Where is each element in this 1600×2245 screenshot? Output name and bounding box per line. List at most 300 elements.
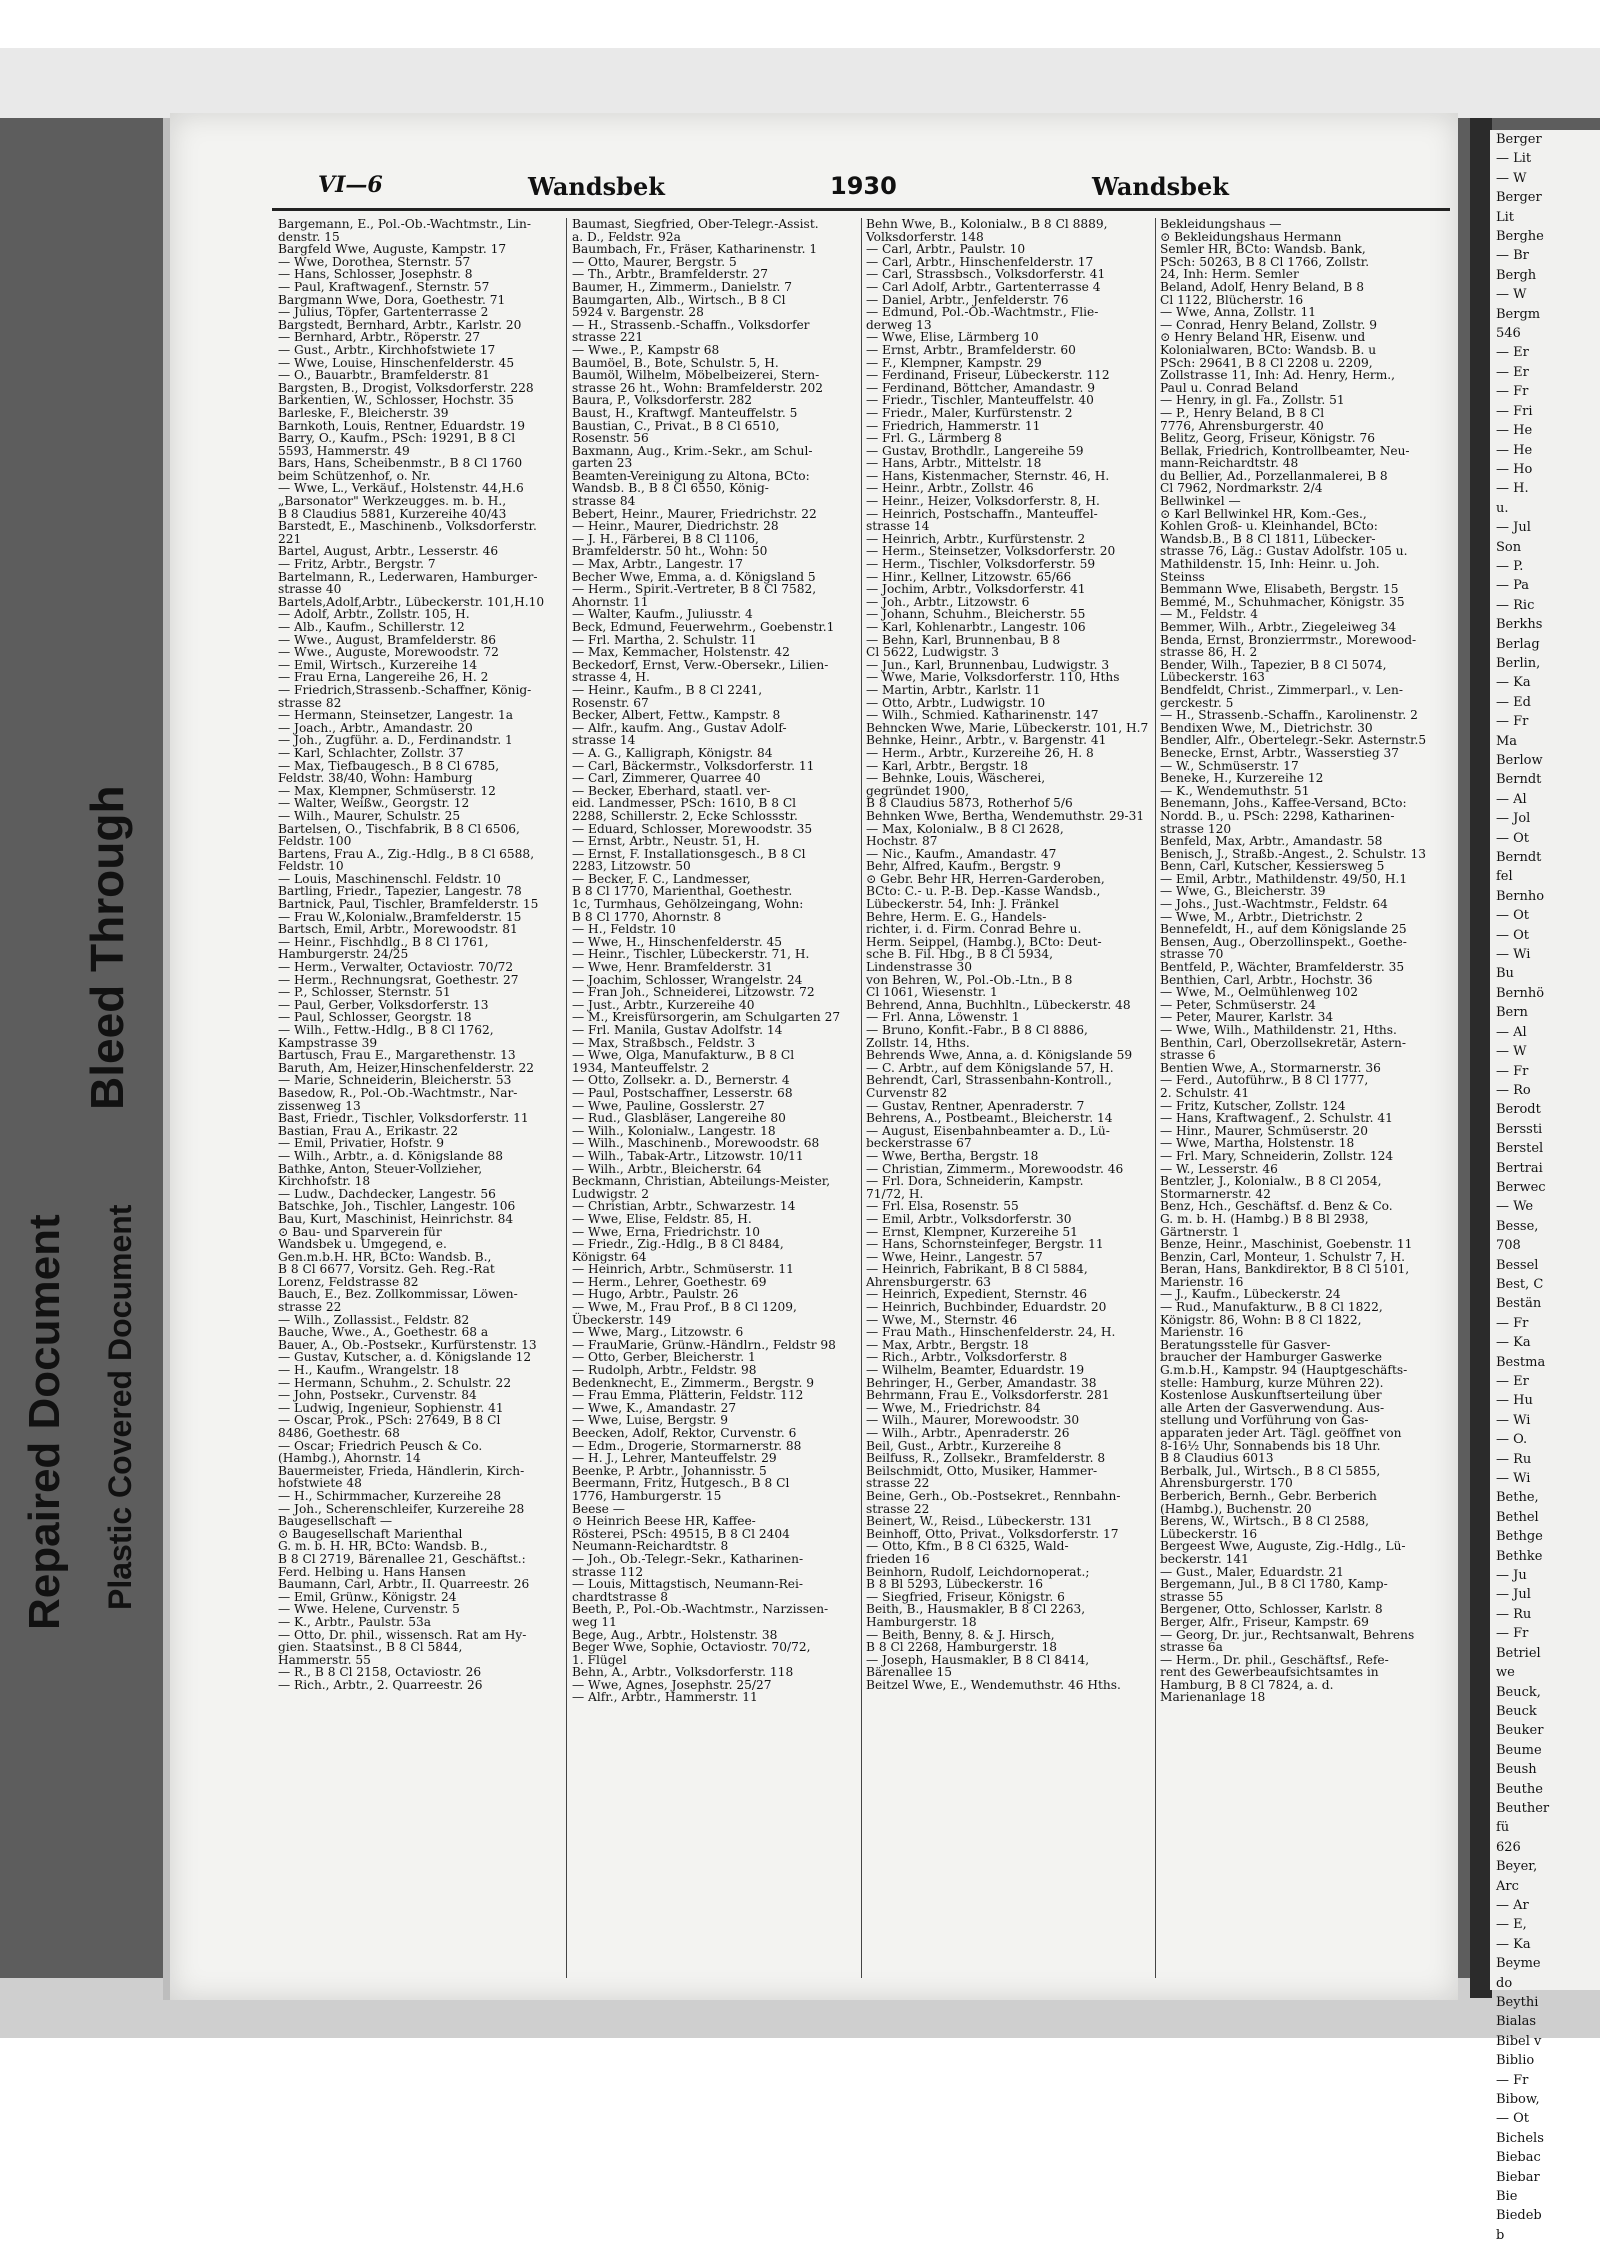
- directory-entry-line: alle Arten der Gasverwendung. Aus-: [1160, 1400, 1385, 1415]
- directory-entry-line: strasse 22: [866, 1476, 930, 1491]
- directory-entry-line: beim Schützenhof, o. Nr.: [278, 468, 431, 483]
- bleed-fragment: u.: [1496, 500, 1509, 516]
- directory-entry-line: Behrendt, Carl, Strassenbahn-Kontroll.,: [866, 1073, 1112, 1088]
- directory-entry-line: Bendixen Wwe, M., Dietrichstr. 30: [1160, 720, 1373, 735]
- directory-entry-line: — Herm., Rechnungsrat, Goethestr. 27: [278, 972, 519, 987]
- bleed-fragment: Beuthe: [1496, 1781, 1543, 1797]
- directory-entry-line: strasse 6: [1160, 1048, 1216, 1063]
- directory-entry-line: — Paul, Kraftwagenf., Sternstr. 57: [278, 279, 490, 294]
- directory-entry-line: Königstr. 64: [572, 1249, 647, 1264]
- directory-entry-line: Behrend, Anna, Buchhltn., Lübeckerstr. 48: [866, 997, 1131, 1012]
- bleed-fragment: Son: [1496, 539, 1522, 555]
- bleed-fragment: — Ju: [1496, 1568, 1527, 1584]
- directory-entry-line: Beamten-Vereinigung zu Altona, BCto:: [572, 468, 810, 483]
- directory-entry-line: — Frl. Martha, 2. Schulstr. 11: [572, 632, 757, 647]
- directory-entry-line: — Emil, Privatier, Hofstr. 9: [278, 1136, 444, 1151]
- bleed-fragment: — H.: [1496, 481, 1529, 497]
- directory-entry-line: — Max, Tiefbaugesch., B 8 Cl 6785,: [278, 758, 500, 773]
- directory-entry-line: Lindenstrasse 30: [866, 960, 973, 975]
- directory-entry-line: — W., Schmüserstr. 17: [1160, 758, 1299, 773]
- directory-entry-line: Hochstr. 87: [866, 834, 938, 849]
- directory-entry-line: B 8 Claudius 6013: [1160, 1451, 1274, 1466]
- directory-entry-line: Stormarnerstr. 42: [1160, 1186, 1271, 1201]
- directory-entry-line: Beinhoff, Otto, Privat., Volksdorferstr. 17: [866, 1526, 1119, 1541]
- page-header: [150, 172, 1460, 206]
- directory-entry-line: — Gust., Maler, Eduardstr. 21: [1160, 1564, 1344, 1579]
- directory-entry-line: — H. J., Lehrer, Manteuffelstr. 29: [572, 1451, 777, 1466]
- directory-entry-line: Barstedt, E., Maschinenb., Volksdorferstr.: [278, 519, 537, 534]
- directory-entry-line: — Wilh., Maschinenb., Morewoodstr. 68: [572, 1136, 820, 1151]
- directory-entry-line: — Nic., Kaufm., Amandastr. 47: [866, 846, 1057, 861]
- directory-entry-line: — Just., Arbtr., Kurzereihe 40: [572, 997, 755, 1012]
- directory-entry-line: Zollstrasse 11, Inh: Ad. Henry, Herm.,: [1160, 368, 1396, 383]
- bleed-fragment: — Er: [1496, 345, 1529, 361]
- directory-entry-line: Beland, Adolf, Henry Beland, B 8: [1160, 279, 1364, 294]
- directory-entry-line: 7776, Ahrensburgerstr. 40: [1160, 418, 1324, 433]
- directory-entry-line: — Max, Straßbsch., Feldstr. 3: [572, 1035, 756, 1050]
- directory-entry-line: — Wwe, Erna, Friedrichstr. 10: [572, 1224, 761, 1239]
- directory-entry-line: Königstr. 86, Wohn: B 8 Cl 1822,: [1160, 1312, 1362, 1327]
- bleed-fragment: Beume: [1496, 1742, 1542, 1758]
- directory-entry-line: strasse 26 ht., Wohn: Bramfelderstr. 202: [572, 380, 824, 395]
- bleed-fragment: Arc: [1496, 1878, 1519, 1894]
- directory-entry-line: (Hambg.), Ahornstr. 14: [278, 1451, 421, 1466]
- directory-entry-line: — Frl. Elsa, Rosenstr. 55: [866, 1199, 1019, 1214]
- bleed-fragment: — Pa: [1496, 578, 1530, 594]
- directory-column-3: [866, 218, 1156, 1691]
- directory-entry-line: Herm. Seippel, (Hambg.), BCto: Deut-: [866, 934, 1102, 949]
- directory-entry-line: Beecken, Adolf, Rektor, Curvenstr. 6: [572, 1426, 797, 1440]
- directory-entry-line: weg 11: [572, 1614, 617, 1629]
- directory-entry-line: — Heinr., Heizer, Volksdorferstr. 8, H.: [866, 494, 1100, 509]
- bleed-fragment: Berstel: [1496, 1141, 1544, 1157]
- directory-entry-line: — R., B 8 Cl 2158, Octaviostr. 26: [278, 1665, 482, 1680]
- bleed-fragment: — Ed: [1496, 694, 1531, 710]
- directory-entry-line: a. D., Feldstr. 92a: [572, 229, 681, 244]
- directory-entry-line: — Frl. G., Lärmberg 8: [866, 431, 1002, 446]
- directory-entry-line: — Wwe, Martha, Holstenstr. 18: [1160, 1136, 1355, 1151]
- directory-entry-line: Bargsten, B., Drogist, Volksdorferstr. 228: [278, 380, 534, 395]
- bleed-fragment: Bethe,: [1496, 1490, 1539, 1506]
- directory-entry-line: Behre, Herm. E. G., Handels-: [866, 909, 1047, 924]
- directory-entry-line: Bekleidungshaus —: [1160, 217, 1282, 231]
- bleed-fragment: Betriel: [1496, 1645, 1541, 1661]
- directory-entry-line: Behnke, Heinr., Arbtr., v. Bargenstr. 41: [866, 733, 1107, 748]
- directory-entry-line: du Bellier, Ad., Porzellanmalerei, B 8: [1160, 468, 1388, 483]
- directory-entry-line: — Rudolph, Arbtr., Feldstr. 98: [572, 1363, 757, 1378]
- directory-entry-line: — Wwe, Anna, Zollstr. 11: [1160, 305, 1316, 320]
- directory-entry-line: stellung und Vorführung von Gas-: [1160, 1413, 1369, 1428]
- bleed-fragment: — Ka: [1496, 1936, 1531, 1952]
- directory-entry-line: — Joach., Arbtr., Amandastr. 20: [278, 720, 473, 735]
- directory-entry-line: strasse 4, H.: [572, 670, 650, 685]
- directory-entry-line: mann-Reichardtstr. 48: [1160, 456, 1299, 471]
- repaired-document-label: Repaired Document: [20, 1214, 69, 1630]
- bleed-fragment: — Fr: [1496, 1315, 1529, 1331]
- directory-entry-line: frieden 16: [866, 1551, 930, 1566]
- directory-entry-line: — Friedr., Maler, Kurfürstenstr. 2: [866, 405, 1073, 420]
- directory-entry-line: Beil, Gust., Arbtr., Kurzereihe 8: [866, 1438, 1062, 1453]
- bleed-fragment: Beuker: [1496, 1723, 1544, 1739]
- directory-entry-line: Hamburgerstr. 18: [866, 1614, 977, 1629]
- bleed-fragment: — E,: [1496, 1917, 1527, 1933]
- directory-entry-line: — Peter, Maurer, Karlstr. 34: [1160, 1010, 1334, 1025]
- bleed-fragment: Best, C: [1496, 1276, 1544, 1292]
- bleed-fragment: Bibel v: [1496, 2033, 1542, 2049]
- directory-entry-line: — Joh., Arbtr., Litzowstr. 6: [866, 594, 1030, 609]
- directory-entry-line: — Ernst, F. Installationsgesch., B 8 Cl: [572, 846, 806, 861]
- directory-entry-line: gegründet 1900,: [866, 783, 970, 798]
- directory-entry-line: 24, Inh: Herm. Semler: [1160, 267, 1299, 282]
- directory-entry-line: — H., Schirmmacher, Kurzereihe 28: [278, 1488, 502, 1503]
- directory-entry-line: — Marie, Schneiderin, Bleicherstr. 53: [278, 1073, 512, 1088]
- directory-entry-line: — Louis, Mittagstisch, Neumann-Rei-: [572, 1577, 803, 1592]
- directory-entry-line: — Wwe, Agnes, Josephstr. 25/27: [572, 1677, 772, 1692]
- directory-entry-line: beckerstrasse 67: [866, 1136, 972, 1151]
- directory-entry-line: 5593, Hammerstr. 49: [278, 443, 410, 458]
- directory-entry-line: Bartel, August, Arbtr., Lesserstr. 46: [278, 544, 499, 559]
- directory-entry-line: — Ludw., Dachdecker, Langestr. 56: [278, 1186, 496, 1201]
- directory-entry-line: — Carl, Arbtr., Hinschenfelderstr. 17: [866, 254, 1094, 269]
- directory-entry-line: Lübeckerstr. 54, Inh: J. Fränkel: [866, 897, 1059, 912]
- directory-entry-line: — Wwe, Bertha, Bergstr. 18: [866, 1148, 1039, 1163]
- directory-entry-line: — Becker, Eberhard, staatl. ver-: [572, 783, 771, 798]
- directory-entry-line: — Herm., Lehrer, Goethestr. 69: [572, 1274, 767, 1289]
- directory-entry-line: sche B. Fil. Hbg., B 8 Cl 5934,: [866, 947, 1054, 962]
- directory-entry-line: ⊙ Bekleidungshaus Hermann: [1160, 229, 1342, 244]
- directory-entry-line: ⊙ Karl Bellwinkel HR, Kom.-Ges.,: [1160, 506, 1367, 521]
- directory-entry-line: Baura, P., Volksdorferstr. 282: [572, 393, 752, 408]
- directory-entry-line: — Rud., Glasbläser, Langereihe 80: [572, 1111, 786, 1126]
- directory-entry-line: — Christian, Zimmerm., Morewoodstr. 46: [866, 1161, 1124, 1176]
- directory-entry-line: „Barsonator" Werkzeugges. m. b. H.,: [278, 494, 507, 509]
- bleed-fragment: — Ot: [1496, 908, 1530, 924]
- directory-entry-line: Bendler, Alfr., Obertelegr.-Sekr. Asternstr.5: [1160, 733, 1427, 748]
- directory-entry-line: — Alfr., Arbtr., Hammerstr. 11: [572, 1690, 758, 1705]
- directory-entry-line: — Rich., Arbtr., Volksdorferstr. 8: [866, 1350, 1068, 1365]
- directory-entry-line: (Hambg.), Buchenstr. 20: [1160, 1501, 1312, 1516]
- directory-entry-line: Benfeld, Max, Arbtr., Amandastr. 58: [1160, 834, 1383, 849]
- directory-entry-line: B 8 Claudius 5881, Kurzereihe 40/43: [278, 506, 507, 521]
- directory-entry-line: — Henry, in gl. Fa., Zollstr. 51: [1160, 393, 1345, 408]
- directory-entry-line: Beinert, W., Reisd., Lübeckerstr. 131: [866, 1514, 1093, 1529]
- directory-entry-line: — Emil, Arbtr., Mathildenstr. 49/50, H.1: [1160, 871, 1408, 886]
- directory-entry-line: — Otto, Maurer, Bergstr. 5: [572, 254, 737, 269]
- directory-entry-line: Berger, Alfr., Friseur, Kampstr. 69: [1160, 1614, 1369, 1629]
- directory-entry-line: — Wwe, Elise, Lärmberg 10: [866, 330, 1039, 345]
- directory-entry-line: — Wwe, Elise, Feldstr. 85, H.: [572, 1211, 752, 1226]
- directory-entry-line: G. m. b. H. HR, BCto: Wandsb. B.,: [278, 1539, 488, 1554]
- bleed-fragment: — Ot: [1496, 927, 1530, 943]
- directory-entry-line: — Emil, Grünw., Königstr. 24: [278, 1589, 457, 1604]
- directory-entry-line: stelle: Hamburg, kurze Mühren 22).: [1160, 1375, 1384, 1390]
- directory-entry-line: Hammerstr. 55: [278, 1652, 371, 1667]
- directory-column-4: [1160, 218, 1450, 1704]
- directory-entry-line: Behrmann, Frau E., Volksdorferstr. 281: [866, 1388, 1110, 1403]
- bleed-fragment: fel: [1496, 869, 1513, 885]
- directory-entry-line: — Peter, Schmüserstr. 24: [1160, 997, 1316, 1012]
- bleed-fragment: — Ka: [1496, 675, 1531, 691]
- running-title-right: Wandsbek: [1092, 172, 1229, 201]
- bleed-fragment: Bialas: [1496, 2014, 1537, 2030]
- directory-entry-line: — Gustav, Rentner, Apenraderstr. 7: [866, 1098, 1085, 1113]
- directory-entry-line: Ahrensburgerstr. 63: [866, 1274, 992, 1289]
- directory-entry-line: — Ferd., Autoführw., B 8 Cl 1777,: [1160, 1073, 1369, 1088]
- directory-entry-line: garten 23: [572, 456, 633, 471]
- directory-entry-line: Ahrensburgerstr. 170: [1160, 1476, 1293, 1491]
- directory-entry-line: Feldstr. 10: [278, 859, 344, 874]
- directory-entry-line: — Ernst, Arbtr., Neustr. 51, H.: [572, 834, 760, 849]
- directory-entry-line: 1. Flügel: [572, 1652, 627, 1667]
- directory-entry-line: Baumöel, B., Bote, Schulstr. 5, H.: [572, 355, 779, 370]
- bleed-fragment: — Ru: [1496, 1606, 1532, 1622]
- directory-entry-line: — Hugo, Arbtr., Paulstr. 26: [572, 1287, 739, 1302]
- directory-entry-line: Beilschmidt, Otto, Musiker, Hammer-: [866, 1463, 1098, 1478]
- bleed-fragment: — Ro: [1496, 1082, 1531, 1098]
- directory-entry-line: Bartens, Frau A., Zig.-Hdlg., B 8 Cl 6588,: [278, 846, 535, 861]
- bleed-fragment: — Al: [1496, 1024, 1527, 1040]
- directory-entry-line: — Heinr., Fischhdlg., B 8 Cl 1761,: [278, 934, 489, 949]
- directory-entry-line: — Friedrich,Strassenb.-Schaffner, König-: [278, 682, 532, 697]
- directory-entry-line: — Frl. Anna, Löwenstr. 1: [866, 1010, 1020, 1025]
- directory-entry-line: Rösterei, PSch: 49515, B 8 Cl 2404: [572, 1526, 790, 1541]
- directory-entry-line: Bergemann, Jul., B 8 Cl 1780, Kamp-: [1160, 1577, 1388, 1592]
- directory-entry-line: — Fran Joh., Schneiderei, Litzowstr. 72: [572, 985, 815, 1000]
- directory-entry-line: Benn, Carl, Kutscher, Kessiersweg 5: [1160, 859, 1385, 874]
- bleed-fragment: — Jul: [1496, 520, 1531, 536]
- directory-entry-line: — Wilhelm, Beamter, Eduardstr. 19: [866, 1363, 1085, 1378]
- directory-entry-line: 2283, Litzowstr. 50: [572, 859, 691, 874]
- bleed-fragment: Ma: [1496, 733, 1518, 749]
- directory-entry-line: Beneke, H., Kurzereihe 12: [1160, 771, 1324, 786]
- directory-entry-line: Benze, Heinr., Maschinist, Goebenstr. 11: [1160, 1237, 1413, 1252]
- directory-entry-line: — Paul, Schlosser, Georgstr. 18: [278, 1010, 472, 1025]
- directory-entry-line: Lübeckerstr. 163: [1160, 670, 1265, 685]
- directory-entry-line: — Herm., Verwalter, Octaviostr. 70/72: [278, 960, 514, 975]
- directory-entry-line: — Wilh., Schmied. Katharinenstr. 147: [866, 708, 1099, 723]
- directory-entry-line: Bastian, Frau A., Erikastr. 22: [278, 1123, 458, 1138]
- directory-entry-line: — Wwe., P., Kampstr 68: [572, 342, 720, 357]
- directory-entry-line: B 8 Cl 2268, Hamburgerstr. 18: [866, 1640, 1057, 1655]
- directory-entry-line: Beran, Hans, Bankdirektor, B 8 Cl 5101,: [1160, 1262, 1410, 1277]
- directory-entry-line: Beese —: [572, 1501, 625, 1516]
- directory-entry-line: Bemmer, Wilh., Arbtr., Ziegeleiweg 34: [1160, 620, 1397, 634]
- directory-entry-line: — Beith, Benny, 8. & J. Hirsch,: [866, 1627, 1055, 1642]
- bleed-fragment: Berssti: [1496, 1121, 1543, 1137]
- directory-entry-line: gien. Staatsinst., B 8 Cl 5844,: [278, 1640, 463, 1655]
- directory-entry-line: — Edmund, Pol.-Ob.-Wachtmstr., Flie-: [866, 305, 1099, 320]
- directory-entry-line: Bartsch, Emil, Arbtr., Morewoodstr. 81: [278, 922, 518, 937]
- directory-entry-line: — Frl. Dora, Schneiderin, Kampstr.: [866, 1174, 1084, 1189]
- directory-entry-line: — Wilh., Maurer, Schulstr. 25: [278, 808, 461, 823]
- bleed-fragment: 626: [1496, 1839, 1521, 1855]
- directory-entry-line: Bentzler, J., Kolonialw., B 8 Cl 2054,: [1160, 1174, 1382, 1189]
- directory-entry-line: — Paul, Gerber, Volksdorferstr. 13: [278, 997, 489, 1012]
- bleed-fragment: — Al: [1496, 791, 1527, 807]
- bleed-fragment: — Lit: [1496, 151, 1532, 167]
- directory-entry-line: — Herm., Dr. phil., Geschäftsf., Refe-: [1160, 1652, 1389, 1667]
- directory-entry-line: — Gustav, Kutscher, a. d. Königslande 12: [278, 1350, 532, 1365]
- directory-entry-line: — Wwe, L., Verkäuf., Holstenstr. 44,H.6: [278, 481, 524, 496]
- directory-entry-line: Bellak, Friedrich, Kontrollbeamter, Neu-: [1160, 443, 1410, 458]
- directory-entry-line: Bergener, Otto, Schlosser, Karlstr. 8: [1160, 1602, 1383, 1617]
- bleed-fragment: — W: [1496, 170, 1527, 186]
- directory-entry-line: ⊙ Bau- und Sparverein für: [278, 1224, 442, 1239]
- directory-entry-line: Bartling, Friedr., Tapezier, Langestr. 78: [278, 884, 522, 899]
- directory-entry-line: Behringer, H., Gerber, Amandastr. 38: [866, 1375, 1097, 1390]
- directory-entry-line: — Joachim, Schlosser, Wrangelstr. 24: [572, 972, 803, 987]
- directory-entry-line: — Heinrich, Fabrikant, B 8 Cl 5884,: [866, 1262, 1088, 1277]
- directory-entry-line: — Wilh., Tabak-Artr., Litzowstr. 10/11: [572, 1148, 804, 1163]
- bleed-fragment: Beuck,: [1496, 1684, 1541, 1700]
- directory-entry-line: — Ludwig, Ingenieur, Sophienstr. 41: [278, 1400, 504, 1415]
- directory-entry-line: Semler HR, BCto: Wandsb. Bank,: [1160, 242, 1366, 257]
- bleed-fragment: — Ru: [1496, 1451, 1532, 1467]
- directory-entry-line: — Becker, F. C., Landmesser,: [572, 871, 751, 886]
- directory-entry-line: — Frl. Manila, Gustav Adolfstr. 14: [572, 1023, 783, 1037]
- directory-entry-line: Bensen, Aug., Oberzollinspekt., Goethe-: [1160, 934, 1407, 949]
- directory-entry-line: — Heinrich, Postschaffn., Manteuffel-: [866, 506, 1098, 521]
- directory-entry-line: — Gust., Arbtr., Kirchhofstwiete 17: [278, 342, 496, 357]
- bleed-fragment: Berger: [1496, 132, 1542, 147]
- directory-entry-line: Bargemann, E., Pol.-Ob.-Wachtmstr., Lin-: [278, 217, 531, 231]
- directory-entry-line: strasse 55: [1160, 1589, 1224, 1604]
- directory-entry-line: — Alfr., kaufm. Ang., Gustav Adolf-: [572, 720, 787, 735]
- directory-entry-line: — Heinrich, Buchbinder, Eduardstr. 20: [866, 1300, 1107, 1315]
- directory-entry-line: Baumbach, Fr., Fräser, Katharinenstr. 1: [572, 242, 818, 257]
- bleed-fragment: Bergm: [1496, 306, 1541, 322]
- bleed-fragment: — We: [1496, 1199, 1534, 1215]
- directory-entry-line: — Karl, Schlachter, Zollstr. 37: [278, 745, 464, 760]
- directory-entry-line: Bärenallee 15: [866, 1665, 952, 1680]
- directory-entry-line: Bramfelderstr. 50 ht., Wohn: 50: [572, 544, 768, 559]
- directory-entry-line: 221: [278, 531, 302, 546]
- scan-top-band: [0, 48, 1600, 118]
- directory-entry-line: Bauche, Wwe., A., Goethestr. 68 a: [278, 1325, 489, 1340]
- directory-entry-line: Marienstr. 16: [1160, 1325, 1244, 1340]
- directory-entry-line: — Heinr., Maurer, Diedrichstr. 28: [572, 519, 779, 534]
- directory-entry-line: BCto: C.- u. P.-B. Dep.-Kasse Wandsb.,: [866, 884, 1101, 899]
- directory-entry-line: — W., Lesserstr. 46: [1160, 1161, 1278, 1176]
- bleed-fragment: Bethge: [1496, 1529, 1543, 1545]
- directory-entry-line: — Wilh., Arbtr., Bleicherstr. 64: [572, 1161, 762, 1176]
- directory-entry-line: strasse 14: [572, 733, 636, 748]
- directory-entry-line: — Joh., Ob.-Telegr.-Sekr., Katharinen-: [572, 1551, 804, 1566]
- directory-entry-line: — Walter, Kaufm., Juliusstr. 4: [572, 607, 753, 622]
- directory-entry-line: Feldstr. 100: [278, 834, 352, 849]
- directory-entry-line: — Hinr., Maurer, Schmüserstr. 20: [1160, 1123, 1369, 1138]
- directory-entry-line: — Carl, Zimmerer, Quarree 40: [572, 771, 761, 786]
- directory-entry-line: — Wwe, Henr. Bramfelderstr. 31: [572, 960, 773, 975]
- directory-entry-line: — Heinr., Tischler, Lübeckerstr. 71, H.: [572, 947, 810, 962]
- directory-entry-line: — Wwe, Luise, Bergstr. 9: [572, 1413, 728, 1428]
- directory-entry-line: Benthien, Carl, Arbtr., Hochstr. 36: [1160, 972, 1373, 987]
- directory-entry-line: — Adolf, Arbtr., Zollstr. 105, H.: [278, 607, 470, 622]
- directory-entry-line: Bellwinkel —: [1160, 494, 1241, 509]
- directory-entry-line: Belitz, Georg, Friseur, Königstr. 76: [1160, 431, 1375, 446]
- directory-entry-line: — Georg, Dr. jur., Rechtsanwalt, Behrens: [1160, 1627, 1415, 1642]
- bleed-fragment: — Br: [1496, 248, 1529, 264]
- directory-entry-line: Bentien Wwe, A., Stormarnerstr. 36: [1160, 1060, 1381, 1075]
- directory-entry-line: — Wilh., Kolonialw., Langestr. 18: [572, 1123, 776, 1138]
- directory-entry-line: — Max, Arbtr., Bergstr. 18: [866, 1337, 1029, 1352]
- directory-entry-line: Rosenstr. 56: [572, 431, 649, 446]
- bleed-fragment: Beuther: [1496, 1800, 1550, 1816]
- directory-entry-line: Bartelsen, O., Tischfabrik, B 8 Cl 6506,: [278, 821, 520, 836]
- directory-entry-line: Bast, Friedr., Tischler, Volksdorferstr. 11: [278, 1111, 529, 1126]
- bleed-fragment: b: [1496, 2227, 1505, 2243]
- directory-entry-line: — Frl. Mary, Schneiderin, Zollstr. 124: [1160, 1148, 1394, 1163]
- directory-entry-line: — Gustav, Brothdlr., Langereihe 59: [866, 443, 1084, 458]
- directory-entry-line: — Hans, Schlosser, Josephstr. 8: [278, 267, 473, 282]
- directory-entry-line: Behnken Wwe, Bertha, Wendemuthstr. 29-31: [866, 808, 1145, 823]
- directory-entry-line: strasse 76, Läg.: Gustav Adolfstr. 105 u.: [1160, 544, 1408, 559]
- bleed-fragment: Lit: [1496, 209, 1515, 225]
- bleed-fragment: — O.: [1496, 1432, 1528, 1448]
- directory-entry-line: — Hans, Kistenmacher, Sternstr. 46, H.: [866, 468, 1110, 483]
- directory-entry-line: Barry, O., Kaufm., PSch: 19291, B 8 Cl: [278, 431, 516, 446]
- directory-entry-line: richter, i. d. Firm. Conrad Behre u.: [866, 922, 1082, 937]
- bleed-fragment: Berndt: [1496, 772, 1542, 788]
- directory-entry-line: Ferd. Helbing u. Hans Hansen: [278, 1564, 466, 1579]
- directory-entry-line: — H., Strassenb.-Schaffn., Karolinenstr. 2: [1160, 708, 1418, 723]
- directory-entry-line: — F., Klempner, Kampstr. 29: [866, 355, 1042, 370]
- directory-entry-line: Beger Wwe, Sophie, Octaviostr. 70/72,: [572, 1640, 811, 1655]
- directory-entry-line: Ludwigstr. 2: [572, 1186, 650, 1201]
- directory-entry-line: Rosenstr. 67: [572, 695, 649, 710]
- directory-entry-line: — P., Henry Beland, B 8 Cl: [1160, 405, 1325, 420]
- directory-entry-line: — J., Kaufm., Lübeckerstr. 24: [1160, 1287, 1341, 1302]
- directory-entry-line: — M., Feldstr. 4: [1160, 607, 1259, 622]
- directory-entry-line: strasse 6a: [1160, 1640, 1223, 1655]
- directory-entry-line: von Behren, W., Pol.-Ob.-Ltn., B 8: [866, 972, 1073, 987]
- directory-entry-line: Becker, Albert, Fettw., Kampstr. 8: [572, 708, 781, 723]
- directory-entry-line: Bathke, Anton, Steuer-Vollzieher,: [278, 1161, 483, 1176]
- directory-entry-line: Beckmann, Christian, Abteilungs-Meister,: [572, 1174, 831, 1189]
- directory-entry-line: 1934, Manteuffelstr. 2: [572, 1060, 710, 1075]
- directory-entry-line: — Jun., Karl, Brunnenbau, Ludwigstr. 3: [866, 657, 1110, 672]
- bleed-fragment: — He: [1496, 423, 1533, 439]
- bleed-fragment: Berkhs: [1496, 617, 1543, 633]
- directory-entry-line: Gen.m.b.H. HR, BCto: Wandsb. B.,: [278, 1249, 492, 1264]
- directory-entry-line: — H., Kaufm., Wrangelstr. 18: [278, 1363, 459, 1378]
- directory-entry-line: — O., Bauarbtr., Bramfelderstr. 81: [278, 368, 490, 383]
- directory-entry-line: — Ernst, Arbtr., Bramfelderstr. 60: [866, 342, 1076, 357]
- directory-entry-line: — J. H., Färberei, B 8 Cl 1106,: [572, 531, 759, 546]
- directory-entry-line: — Wwe, Olga, Manufakturw., B 8 Cl: [572, 1048, 795, 1063]
- directory-entry-line: — Carl, Arbtr., Paulstr. 10: [866, 242, 1026, 257]
- directory-entry-line: Bartnick, Paul, Tischler, Bramfelderstr. 15: [278, 897, 539, 912]
- directory-entry-line: Lorenz, Feldstrasse 82: [278, 1274, 419, 1289]
- directory-entry-line: — Wilh., Zollassist., Feldstr. 82: [278, 1312, 470, 1327]
- directory-entry-line: Behr, Alfred, Kaufm., Bergstr. 9: [866, 859, 1061, 874]
- directory-entry-line: — Wwe, Pauline, Gosslerstr. 27: [572, 1098, 765, 1113]
- directory-entry-line: strasse 40: [278, 582, 342, 597]
- bleed-fragment: — P.: [1496, 558, 1524, 574]
- directory-entry-line: denstr. 15: [278, 229, 340, 244]
- directory-entry-line: — C. Arbtr., auf dem Königslande 57, H.: [866, 1060, 1114, 1075]
- directory-entry-line: — Wilh., Maurer, Morewoodstr. 30: [866, 1413, 1080, 1428]
- directory-entry-line: — K., Arbtr., Paulstr. 53a: [278, 1614, 432, 1629]
- directory-entry-line: — Heinr., Arbtr., Zollstr. 46: [866, 481, 1034, 496]
- bleed-fragment: Bie: [1496, 2189, 1518, 2205]
- directory-entry-line: — Karl, Arbtr., Bergstr. 18: [866, 758, 1029, 773]
- bleed-fragment: Berger: [1496, 190, 1542, 206]
- directory-entry-line: — Otto, Gerber, Bleicherstr. 1: [572, 1350, 756, 1365]
- directory-entry-line: B 8 Cl 1770, Ahornstr. 8: [572, 909, 722, 924]
- page-gutter-shadow: [1470, 118, 1492, 1998]
- directory-entry-line: — Louis, Maschinenschl. Feldstr. 10: [278, 871, 501, 886]
